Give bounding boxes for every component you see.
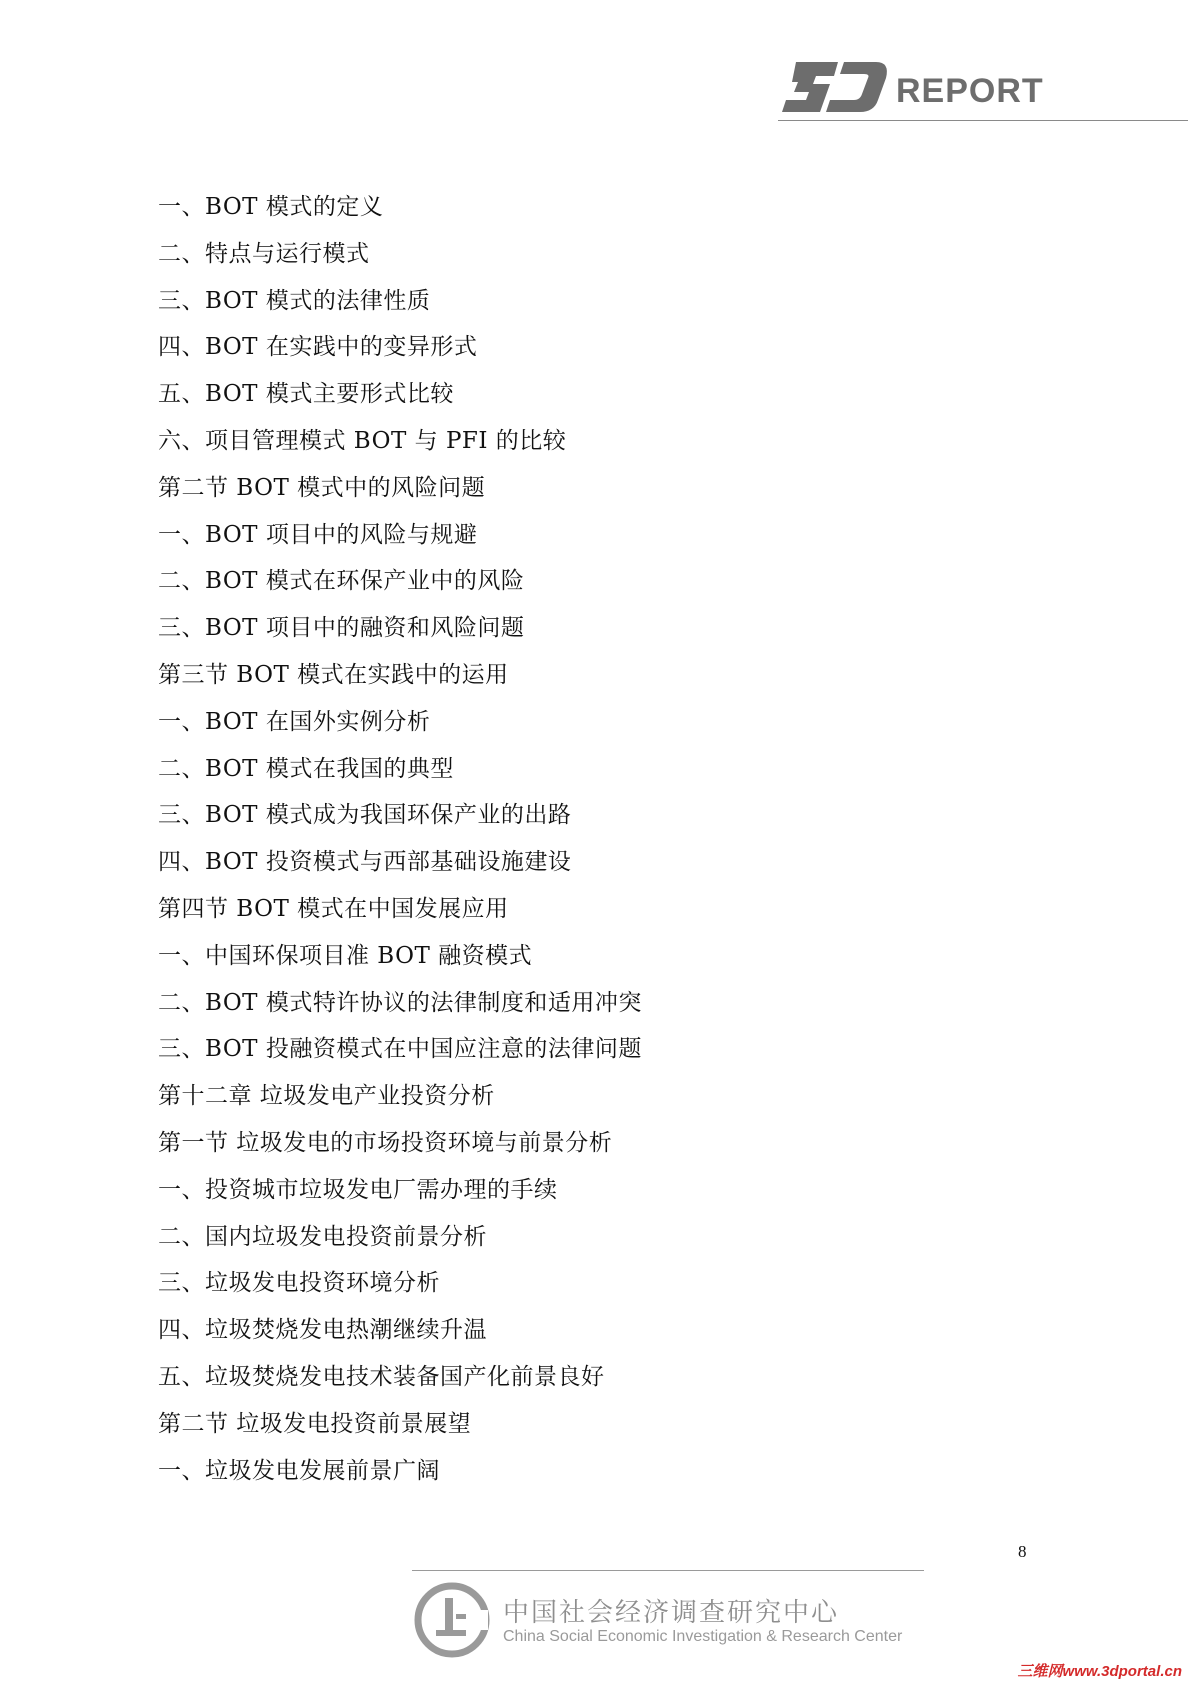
toc-item: 一、中国环保项目准 BOT 融资模式 bbox=[158, 942, 533, 969]
toc-section-heading: 第二节 垃圾发电投资前景展望 bbox=[158, 1410, 472, 1437]
toc-item: 二、BOT 模式在环保产业中的风险 bbox=[158, 568, 525, 595]
header-rule bbox=[778, 120, 1188, 121]
toc-item: 四、垃圾焚烧发电热潮继续升温 bbox=[158, 1317, 487, 1344]
toc-item: 一、垃圾发电发展前景广阔 bbox=[158, 1457, 440, 1484]
toc-section-heading: 第二节 BOT 模式中的风险问题 bbox=[158, 474, 486, 501]
toc-item: 三、BOT 投融资模式在中国应注意的法律问题 bbox=[158, 1036, 642, 1063]
toc-item: 五、BOT 模式主要形式比较 bbox=[158, 381, 454, 408]
toc-section-heading: 第四节 BOT 模式在中国发展应用 bbox=[158, 895, 509, 922]
toc-section-heading: 第三节 BOT 模式在实践中的运用 bbox=[158, 661, 509, 688]
toc-item: 二、BOT 模式特许协议的法律制度和适用冲突 bbox=[158, 989, 642, 1016]
page-number: 8 bbox=[1018, 1542, 1027, 1561]
toc-item: 一、BOT 模式的定义 bbox=[158, 194, 384, 220]
toc-item: 三、BOT 模式成为我国环保产业的出路 bbox=[158, 802, 572, 829]
toc-item: 五、垃圾焚烧发电技术装备国产化前景良好 bbox=[158, 1363, 605, 1390]
footer-org-name-cn: 中国社会经济调查研究中心 bbox=[503, 1598, 840, 1628]
toc-item: 二、国内垃圾发电投资前景分析 bbox=[158, 1223, 487, 1250]
toc-item: 四、BOT 投资模式与西部基础设施建设 bbox=[158, 849, 572, 876]
toc-item: 四、BOT 在实践中的变异形式 bbox=[158, 334, 478, 361]
toc-section-heading: 第一节 垃圾发电的市场投资环境与前景分析 bbox=[158, 1129, 613, 1156]
toc-item: 二、BOT 模式在我国的典型 bbox=[158, 755, 454, 782]
toc-chapter-heading: 第十二章 垃圾发电产业投资分析 bbox=[158, 1083, 495, 1110]
toc-item: 三、BOT 模式的法律性质 bbox=[158, 287, 431, 314]
toc-item: 一、BOT 项目中的风险与规避 bbox=[158, 521, 478, 548]
3d-report-logo bbox=[778, 56, 1044, 118]
table-of-contents bbox=[158, 184, 642, 1494]
toc-item: 六、项目管理模式 BOT 与 PFI 的比较 bbox=[158, 427, 567, 454]
toc-item: 三、垃圾发电投资环境分析 bbox=[158, 1270, 440, 1297]
toc-item: 一、BOT 在国外实例分析 bbox=[158, 708, 431, 735]
watermark: 三维网www.3dportal.cn bbox=[1017, 1663, 1182, 1680]
footer-org-name-en: China Social Economic Investigation & Research Center bbox=[503, 1628, 903, 1645]
footer-rule bbox=[412, 1570, 924, 1571]
toc-item: 三、BOT 项目中的融资和风险问题 bbox=[158, 615, 525, 642]
research-center-emblem-icon bbox=[412, 1580, 492, 1660]
toc-item: 一、投资城市垃圾发电厂需办理的手续 bbox=[158, 1176, 558, 1203]
toc-item: 二、特点与运行模式 bbox=[158, 240, 370, 267]
svg-text:REPORT: REPORT bbox=[896, 72, 1044, 110]
